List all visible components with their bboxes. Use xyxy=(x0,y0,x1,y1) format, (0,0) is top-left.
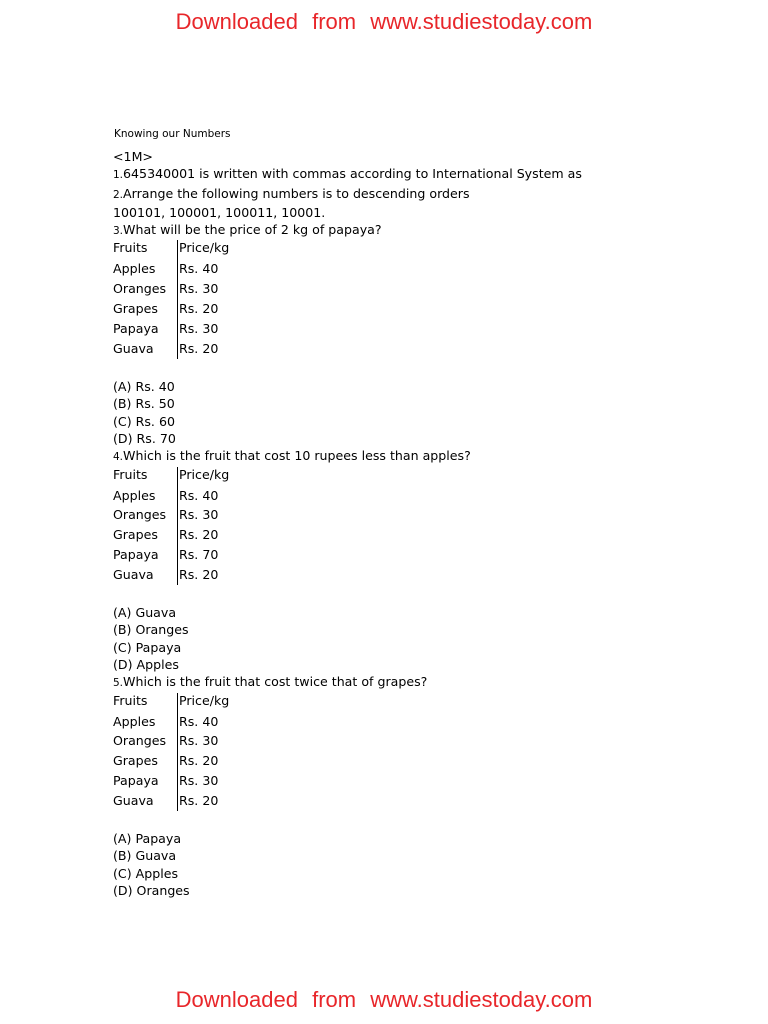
fruit-cell: Guava xyxy=(113,341,154,357)
question-number: 3. xyxy=(113,225,124,238)
question-text: Which is the fruit that cost twice that of grapes? xyxy=(123,674,428,690)
fruit-cell: Apples xyxy=(113,713,156,729)
column-header: Fruits xyxy=(113,692,148,708)
table-row xyxy=(113,791,269,811)
fruit-cell: Oranges xyxy=(113,281,167,297)
fruit-cell: Guava xyxy=(113,567,154,583)
fruit-cell: Apples xyxy=(113,487,156,503)
download-banner-top: Downloaded from www.studiestoday.com xyxy=(175,9,593,34)
answer-option: (B) Guava xyxy=(113,848,177,864)
fruit-cell: Apples xyxy=(113,261,156,277)
question-3 xyxy=(113,221,733,240)
price-table xyxy=(113,240,269,359)
price-cell: Rs. 30 xyxy=(178,319,270,339)
fruit-cell: Grapes xyxy=(113,527,158,543)
table-header-row xyxy=(113,693,269,712)
price-cell: Rs. 40 xyxy=(178,712,270,732)
question-text: Arrange the following numbers is to descending orders xyxy=(123,185,470,201)
answer-option: (D) Apples xyxy=(113,656,179,672)
marks-label: <1M> xyxy=(113,149,153,164)
column-header: Price/kg xyxy=(178,693,270,712)
question-text: 645340001 is written with commas according to International System as xyxy=(123,166,582,182)
table-row xyxy=(113,279,269,299)
price-table xyxy=(113,693,269,812)
table-row xyxy=(113,545,269,565)
question-number: 5. xyxy=(113,677,124,690)
question-number: 1. xyxy=(113,169,124,182)
price-cell: Rs. 30 xyxy=(178,505,270,525)
column-header: Fruits xyxy=(113,240,148,256)
price-cell: Rs. 20 xyxy=(178,525,270,545)
question-number: 2. xyxy=(113,188,124,201)
price-cell: Rs. 20 xyxy=(178,299,270,319)
fruit-cell: Papaya xyxy=(113,773,159,789)
table-row xyxy=(113,565,269,585)
fruit-cell: Papaya xyxy=(113,321,159,337)
download-banner-bottom: Downloaded from www.studiestoday.com xyxy=(175,987,593,1012)
table-row xyxy=(113,712,269,732)
answer-option: (A) Papaya xyxy=(113,831,182,847)
table-row xyxy=(113,339,269,359)
price-cell: Rs. 30 xyxy=(178,731,270,751)
table-row xyxy=(113,771,269,791)
table-row xyxy=(113,731,269,751)
answer-option: (A) Rs. 40 xyxy=(113,379,175,395)
price-cell: Rs. 20 xyxy=(178,565,270,585)
price-cell: Rs. 20 xyxy=(178,339,270,359)
column-header: Price/kg xyxy=(178,467,270,486)
price-cell: Rs. 40 xyxy=(178,259,270,279)
price-cell: Rs. 40 xyxy=(178,486,270,506)
fruit-cell: Papaya xyxy=(113,547,159,563)
column-header: Price/kg xyxy=(178,240,270,259)
question-2 xyxy=(113,185,733,204)
fruit-cell: Guava xyxy=(113,793,154,809)
table-row xyxy=(113,505,269,525)
answer-option: (B) Rs. 50 xyxy=(113,396,175,412)
price-cell: Rs. 20 xyxy=(178,791,270,811)
answer-option: (D) Rs. 70 xyxy=(113,430,176,446)
answer-option: (D) Oranges xyxy=(113,882,190,898)
answer-options xyxy=(113,604,733,673)
price-cell: Rs. 20 xyxy=(178,751,270,771)
price-cell: Rs. 70 xyxy=(178,545,270,565)
question-text: Which is the fruit that cost 10 rupees less than apples? xyxy=(123,448,471,464)
answer-option: (C) Rs. 60 xyxy=(113,413,175,429)
question-text: What will be the price of 2 kg of papaya? xyxy=(123,222,382,238)
column-header: Fruits xyxy=(113,466,148,482)
number-list: 100101, 100001, 100011, 10001. xyxy=(113,204,326,220)
answer-option: (A) Guava xyxy=(113,605,177,621)
answer-option: (B) Oranges xyxy=(113,622,189,638)
fruit-cell: Oranges xyxy=(113,507,167,523)
answer-option: (C) Papaya xyxy=(113,639,182,655)
answer-options xyxy=(113,378,733,447)
question-1 xyxy=(113,165,733,184)
table-row xyxy=(113,751,269,771)
table-row xyxy=(113,525,269,545)
table-row xyxy=(113,319,269,339)
price-table xyxy=(113,467,269,586)
price-cell: Rs. 30 xyxy=(178,771,270,791)
table-header-row xyxy=(113,240,269,259)
table-row xyxy=(113,299,269,319)
table-row xyxy=(113,259,269,279)
table-row xyxy=(113,486,269,506)
fruit-cell: Oranges xyxy=(113,733,167,749)
table-header-row xyxy=(113,467,269,486)
fruit-cell: Grapes xyxy=(113,753,158,769)
question-5 xyxy=(113,673,733,692)
question-4 xyxy=(113,447,733,466)
answer-options xyxy=(113,830,733,899)
doc-title: Knowing our Numbers xyxy=(114,128,231,140)
answer-option: (C) Apples xyxy=(113,865,179,881)
price-cell: Rs. 30 xyxy=(178,279,270,299)
question-number: 4. xyxy=(113,451,124,464)
fruit-cell: Grapes xyxy=(113,301,158,317)
worksheet xyxy=(113,128,733,899)
